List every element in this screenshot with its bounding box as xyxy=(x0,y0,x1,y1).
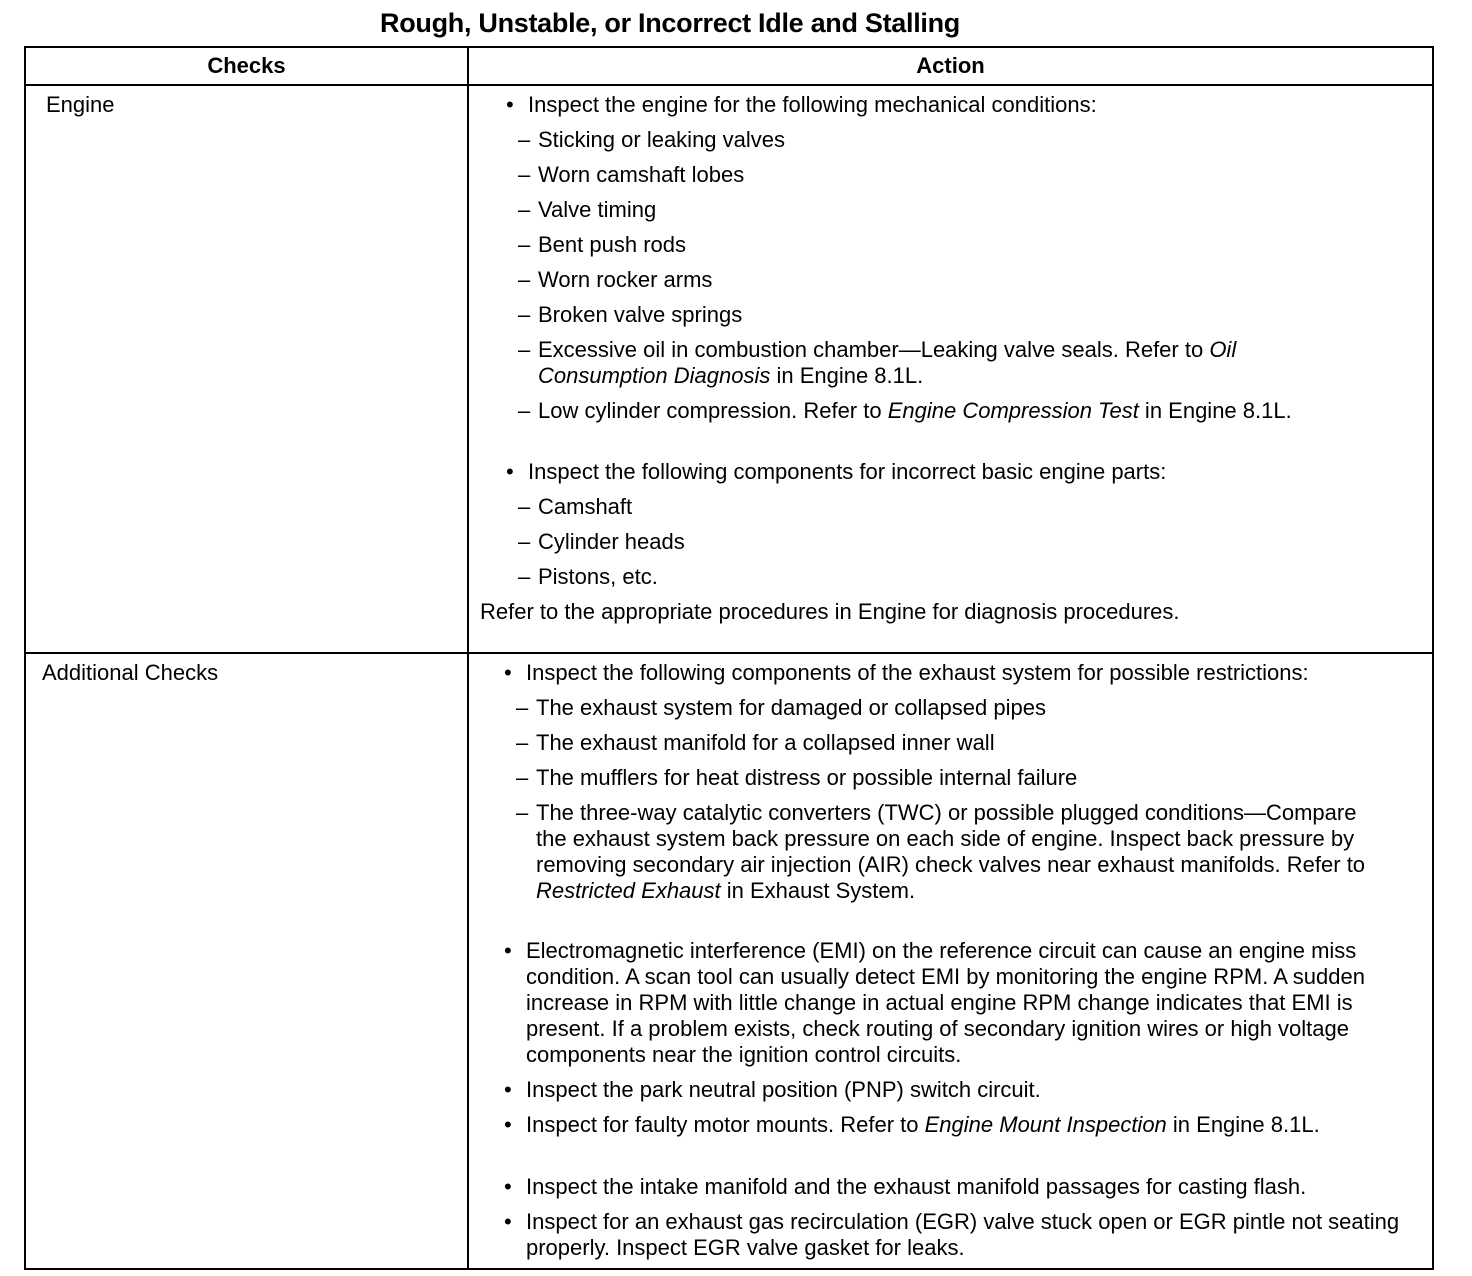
sub-item: – The mufflers for heat distress or possible internal failure xyxy=(516,765,1430,791)
reference-link: Restricted Exhaust xyxy=(536,878,721,903)
header-action: Action xyxy=(916,53,985,78)
check-engine: Engine xyxy=(46,92,115,117)
sub-item-twc: – The three-way catalytic converters (TWC) or possible plugged conditions—Compare the exhaust system back pressure on each side of engine. Inspect back pressure by removing secondary air injection (AIR) check valves near exhaust manifolds. Refer to Restricted Exhaust in Exhaust System. xyxy=(516,800,1366,904)
action-additional xyxy=(480,660,1430,1261)
reference-link: Engine Compression Test xyxy=(887,398,1139,423)
bullet-item: • Inspect the engine for the following mechanical conditions: xyxy=(502,92,1430,118)
sub-item: – The exhaust manifold for a collapsed inner wall xyxy=(516,730,1430,756)
note-text: Refer to the appropriate procedures in Engine for diagnosis procedures. xyxy=(480,599,1180,624)
header-checks: Checks xyxy=(207,53,286,78)
header-divider xyxy=(26,84,1432,86)
bullet-casting: • Inspect the intake manifold and the exhaust manifold passages for casting flash. xyxy=(500,1174,1430,1200)
reference-link: Oil Consumption Diagnosis xyxy=(538,337,1237,388)
column-divider xyxy=(467,48,469,1268)
sub-item: – The exhaust system for damaged or collapsed pipes xyxy=(516,695,1430,721)
sub-list xyxy=(480,494,1430,590)
bullet-egr: • Inspect for an exhaust gas recirculation (EGR) valve stuck open or EGR pintle not seating properly. Inspect EGR valve gasket for leaks. xyxy=(500,1209,1406,1261)
sub-item: – Bent push rods xyxy=(518,232,1430,258)
sub-item-compression: – Low cylinder compression. Refer to Engine Compression Test in Engine 8.1L. xyxy=(518,398,1430,424)
bullet-pnp: • Inspect the park neutral position (PNP) switch circuit. xyxy=(500,1077,1430,1103)
sub-item-oil: – Excessive oil in combustion chamber—Leaking valve seals. Refer to Oil Consumption Diagnosis in Engine 8.1L. xyxy=(518,337,1328,389)
sub-item: – Pistons, etc. xyxy=(518,564,1430,590)
sub-item: – Worn camshaft lobes xyxy=(518,162,1430,188)
sub-item: – Sticking or leaking valves xyxy=(518,127,1430,153)
sub-list xyxy=(480,695,1430,904)
reference-link: Engine Mount Inspection xyxy=(924,1112,1167,1137)
sub-item: – Valve timing xyxy=(518,197,1430,223)
sub-item: – Cylinder heads xyxy=(518,529,1430,555)
bullet-item: • Inspect the following components of the exhaust system for possible restrictions: xyxy=(500,660,1430,686)
bullet-item: • Inspect the following components for incorrect basic engine parts: xyxy=(502,459,1430,485)
diagnosis-table xyxy=(24,46,1434,1270)
row-divider xyxy=(26,652,1432,654)
page-title: Rough, Unstable, or Incorrect Idle and Stalling xyxy=(380,8,960,38)
bullet-mounts: • Inspect for faulty motor mounts. Refer to Engine Mount Inspection in Engine 8.1L. xyxy=(500,1112,1430,1138)
sub-item: – Camshaft xyxy=(518,494,1430,520)
sub-item: – Worn rocker arms xyxy=(518,267,1430,293)
check-additional: Additional Checks xyxy=(42,660,219,685)
sub-item: – Broken valve springs xyxy=(518,302,1430,328)
sub-list xyxy=(480,127,1430,424)
bullet-emi: • Electromagnetic interference (EMI) on the reference circuit can cause an engine miss condition. A scan tool can usually detect EMI by monitoring the engine RPM. A sudden increase in RPM with little change in actual engine RPM change indicates that EMI is present. If a problem exists, check routing of secondary ignition wires or high voltage components near the ignition control circuits. xyxy=(500,938,1426,1068)
action-engine xyxy=(480,92,1430,625)
